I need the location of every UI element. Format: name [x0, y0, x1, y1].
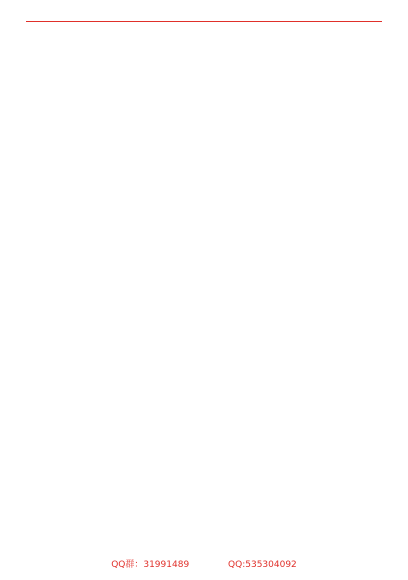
footer-qq-group: QQ群：31991489: [111, 560, 190, 570]
section-2-paragraph: [26, 54, 382, 65]
footer-contact: [0, 559, 408, 571]
footer-qq-contact: QQ:535304092: [228, 560, 297, 570]
header-divider: [26, 21, 382, 22]
section-1-paragraph: [26, 43, 382, 54]
intro-paragraph: [26, 32, 382, 43]
document-body: [26, 32, 382, 540]
section-3-paragraph: [26, 65, 382, 76]
header-banner: [26, 8, 382, 18]
